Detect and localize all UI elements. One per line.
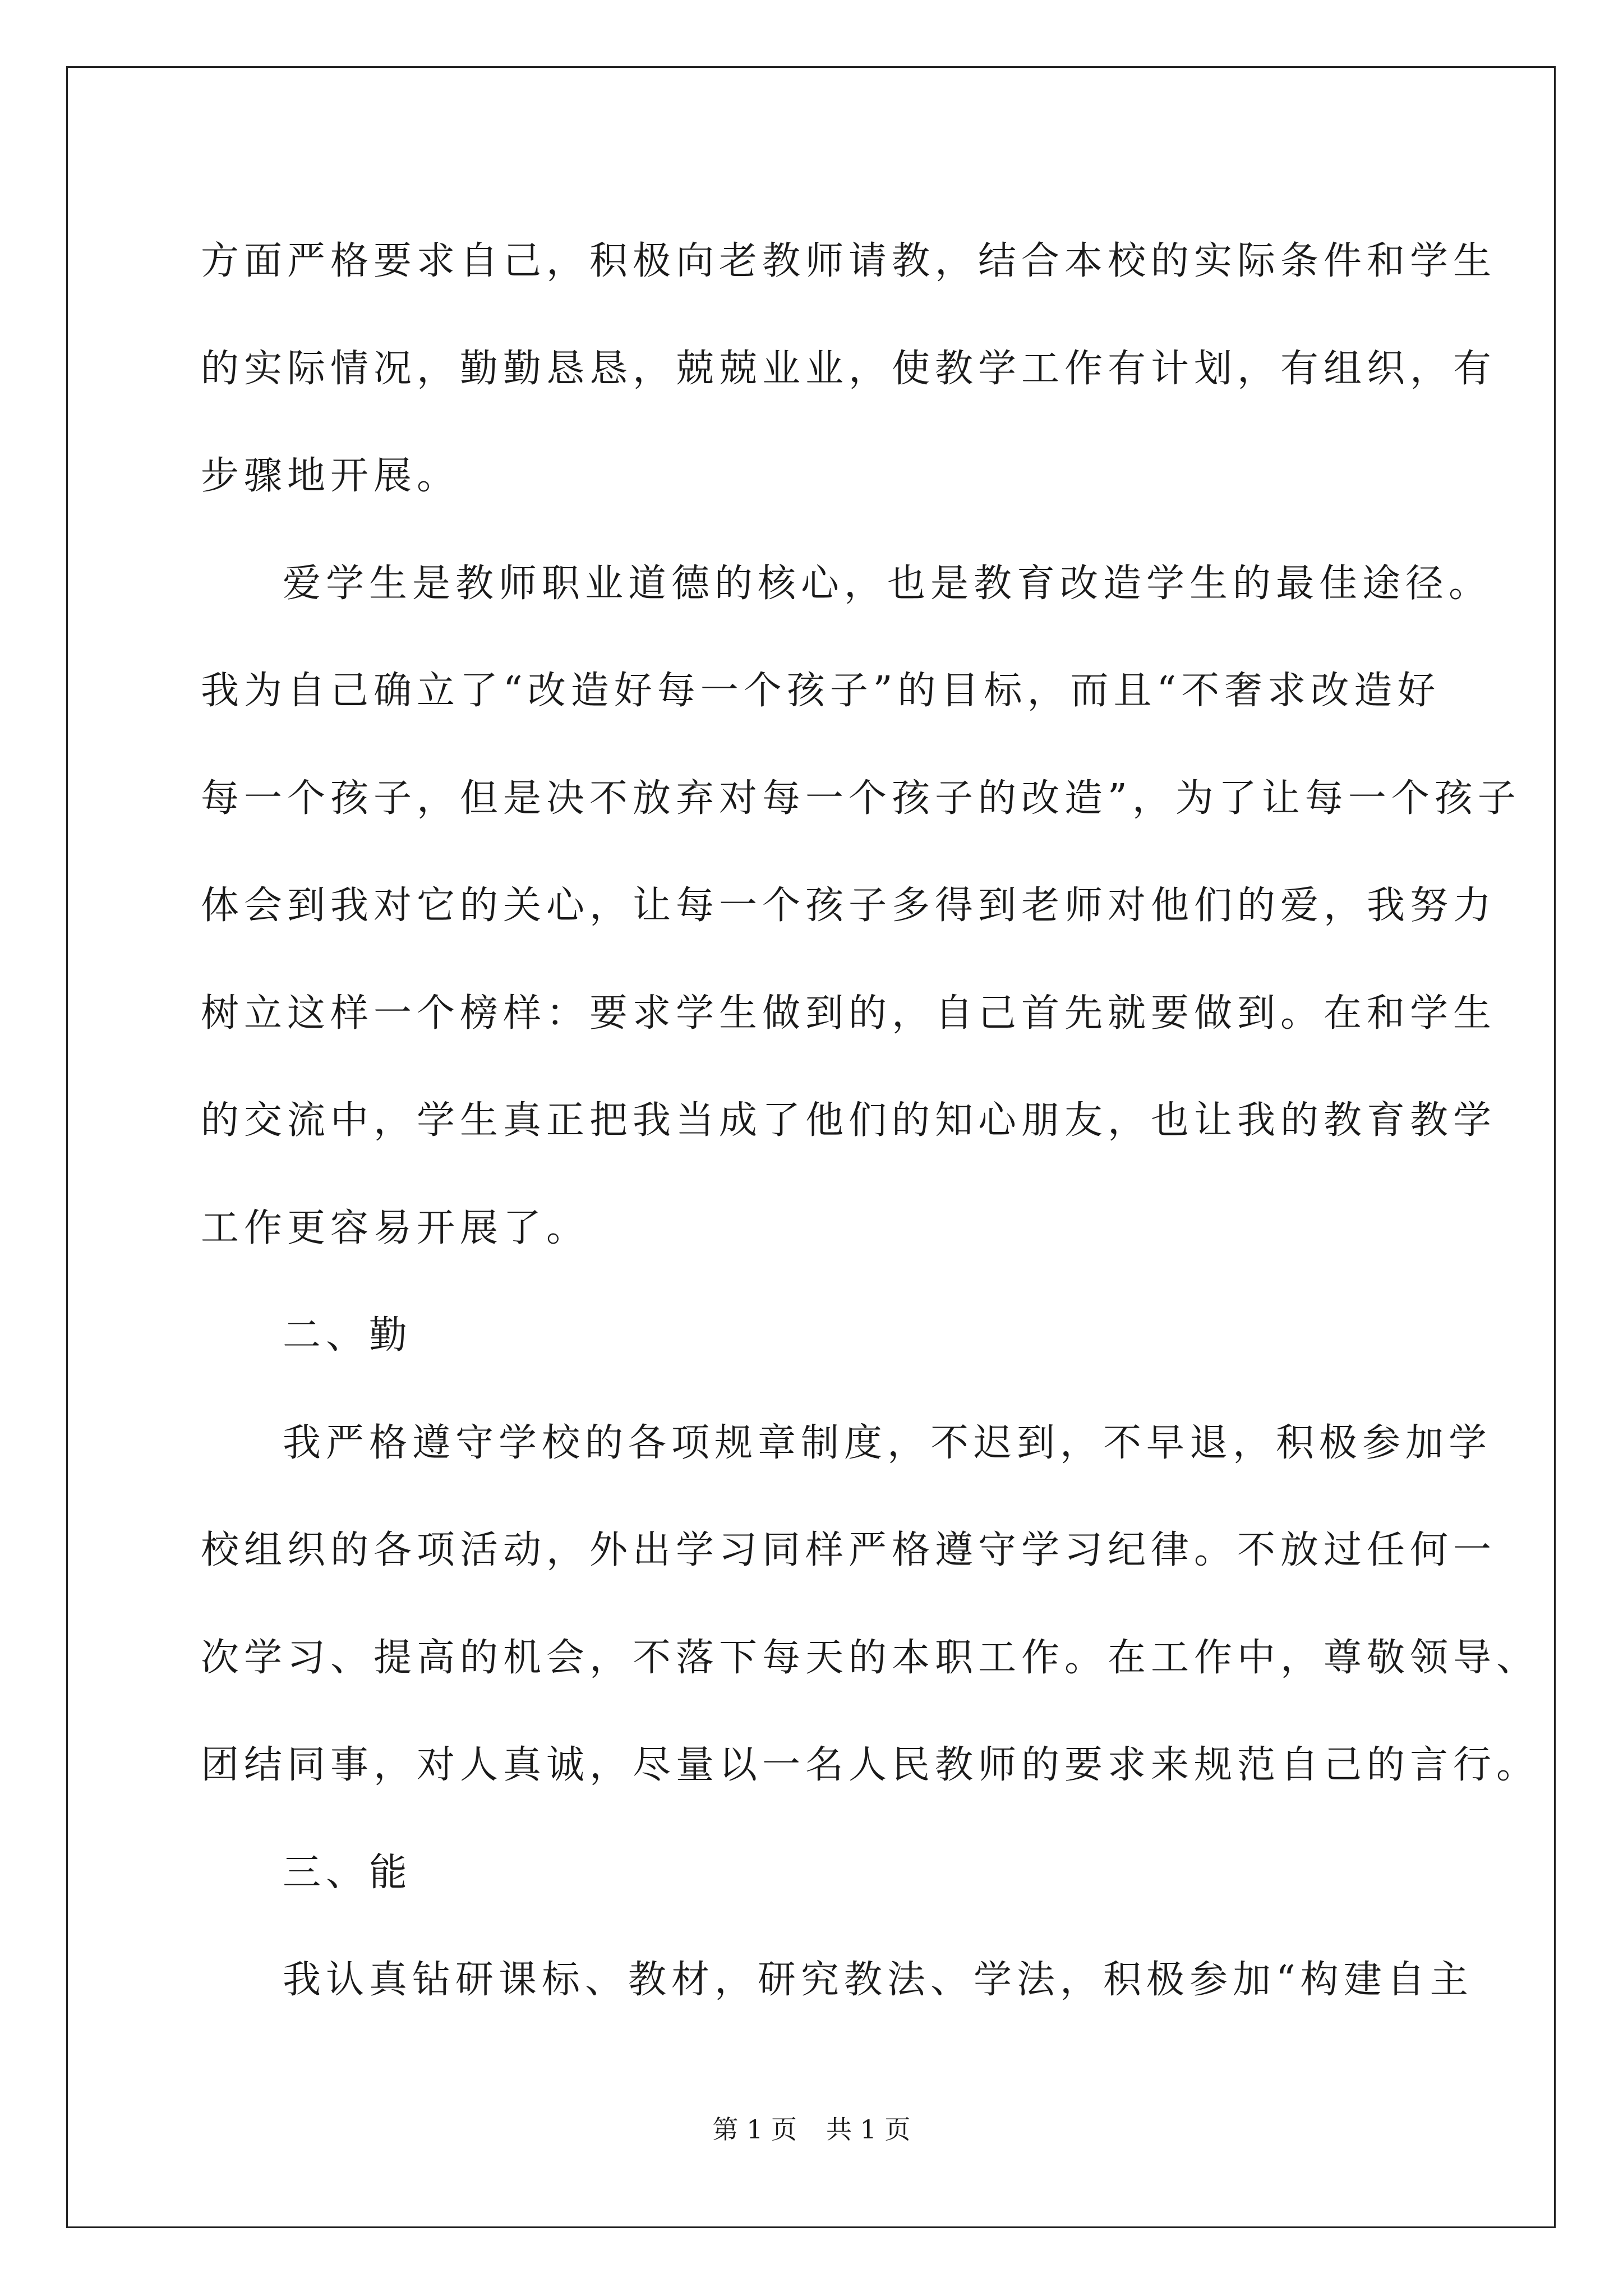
paragraph-line: 我为自己确立了“改造好每一个孩子”的目标，而且“不奢求改造好: [201, 669, 1441, 713]
paragraph-line: 爱学生是教师职业道德的核心，也是教育改造学生的最佳途径。: [283, 561, 1492, 606]
paragraph-line: 我严格遵守学校的各项规章制度，不迟到，不早退，积极参加学: [283, 1420, 1492, 1465]
paragraph-line: 校组织的各项活动，外出学习同样严格遵守学习纪律。不放过任何一: [201, 1528, 1497, 1572]
paragraph-line: 步骤地开展。: [201, 454, 460, 498]
paragraph-line: 每一个孩子，但是决不放弃对每一个孩子的改造”，为了让每一个孩子: [201, 776, 1521, 821]
page-total: 共 1 页: [826, 2114, 911, 2145]
paragraph-line: 我认真钻研课标、教材，研究教法、学法，积极参加“构建自主: [283, 1958, 1473, 2002]
section-heading: 三、能: [283, 1850, 413, 1895]
paragraph-line: 体会到我对它的关心，让每一个孩子多得到老师对他们的爱，我努力: [201, 884, 1497, 928]
paragraph-line: 次学习、提高的机会，不落下每天的本职工作。在工作中，尊敬领导、: [201, 1635, 1540, 1680]
paragraph-line: 的交流中，学生真正把我当成了他们的知心朋友，也让我的教育教学: [201, 1098, 1497, 1143]
document-body: [201, 208, 1540, 2034]
paragraph-line: 的实际情况，勤勤恳恳，兢兢业业，使教学工作有计划，有组织，有: [201, 346, 1497, 391]
paragraph-line: 团结同事，对人真诚，尽量以一名人民教师的要求来规范自己的言行。: [201, 1743, 1540, 1787]
page-number: 第 1 页: [712, 2114, 797, 2145]
paragraph-line: 工作更容易开展了。: [201, 1205, 590, 1250]
paragraph-line: 方面严格要求自己，积极向老教师请教，结合本校的实际条件和学生: [201, 239, 1497, 283]
section-heading: 二、勤: [283, 1313, 413, 1358]
paragraph-line: 树立这样一个榜样：要求学生做到的，自己首先就要做到。在和学生: [201, 991, 1497, 1036]
page-footer: [0, 2113, 1623, 2146]
